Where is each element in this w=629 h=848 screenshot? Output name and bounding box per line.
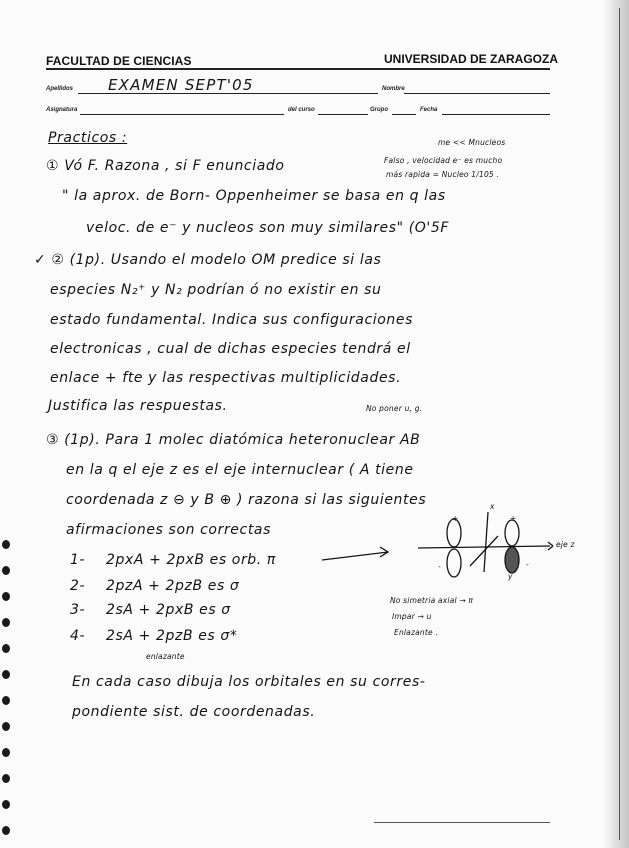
side-note3: Enlazante . [394, 628, 438, 637]
heading: Practicos : [48, 130, 128, 146]
q3-line4: afirmaciones son correctas [66, 522, 271, 538]
item-4-note: enlazante [146, 652, 185, 661]
q1-note1: Falso , velocidad e⁻ es mucho [384, 156, 503, 165]
item-1-text: 2pxA + 2pxB es orb. π [106, 552, 276, 568]
diagram-x-axis: x [490, 502, 495, 511]
apellidos-value: EXAMEN SEPT'05 [108, 76, 254, 94]
diagram-plus-b: + [510, 514, 517, 523]
side-note2: Impar → u [392, 612, 432, 621]
q2-line6: Justifica las respuestas. [48, 398, 228, 414]
faculty-label: FACULTAD DE CIENCIAS [46, 54, 192, 68]
diagram-y-axis: y [508, 572, 513, 581]
item-4-num: 4- [70, 628, 86, 644]
diagram-plus-a: + [452, 514, 459, 523]
q2-line3: estado fundamental. Indica sus configuraciones [50, 312, 413, 328]
q2-line5: enlace + fte y las respectivas multiplicidades. [50, 370, 402, 386]
q2-line2: especies N₂⁺ y N₂ podrían ó no existir en su [50, 282, 382, 298]
asignatura-label: Asignatura [46, 107, 78, 113]
item-3-text: 2sA + 2pxB es σ [106, 602, 231, 618]
item-2-text: 2pzA + 2pzB es σ [106, 578, 240, 594]
diagram-minus-b: - [526, 560, 529, 569]
item-2-num: 2- [70, 578, 86, 594]
nombre-label: Nombre [382, 86, 405, 92]
q1-note2: más rapida = Nucleo 1/105 . [386, 170, 500, 179]
final-line2: pondiente sist. de coordenadas. [72, 704, 316, 720]
q3-line1: ③ (1p). Para 1 molec diatómica heteronuclear AB [46, 432, 421, 448]
q2-line4: electronicas , cual de dichas especies tendrá el [50, 341, 411, 357]
final-line1: En cada caso dibuja los orbitales en su corres- [72, 674, 426, 690]
q3-line2: en la q el eje z es el eje internuclear ( A tiene [66, 462, 414, 478]
item-4-text: 2sA + 2pzB es σ* [106, 628, 238, 644]
fecha-label: Fecha [420, 107, 438, 113]
university-label: UNIVERSIDAD DE ZARAGOZA [384, 52, 559, 66]
item-1-num: 1- [70, 552, 86, 568]
q1-line3: veloc. de e⁻ y nucleos son muy similares" (O'5F [86, 220, 449, 236]
side-note1: No simetria axial → π [390, 596, 474, 605]
grupo-label: Grupo [370, 107, 388, 113]
q1-line2: " la aprox. de Born- Oppenheimer se basa en q las [62, 188, 446, 204]
apellidos-label: Apellidos [46, 86, 74, 92]
item-3-num: 3- [70, 602, 86, 618]
q3-note: No poner u, g. [366, 404, 423, 413]
diagram-z-axis: eje z [556, 540, 575, 549]
curso-label: del curso [288, 107, 315, 113]
diagram-minus-a: - [438, 562, 441, 571]
q2-line1: ✓ ② (1p). Usando el modelo OM predice si las [34, 252, 382, 268]
note-top: me << Mnucleos [438, 138, 506, 147]
q1-line1: ① Vó F. Razona , si F enunciado [46, 158, 285, 174]
q3-line3: coordenada z ⊖ y B ⊕ ) razona si las siguientes [66, 492, 427, 508]
